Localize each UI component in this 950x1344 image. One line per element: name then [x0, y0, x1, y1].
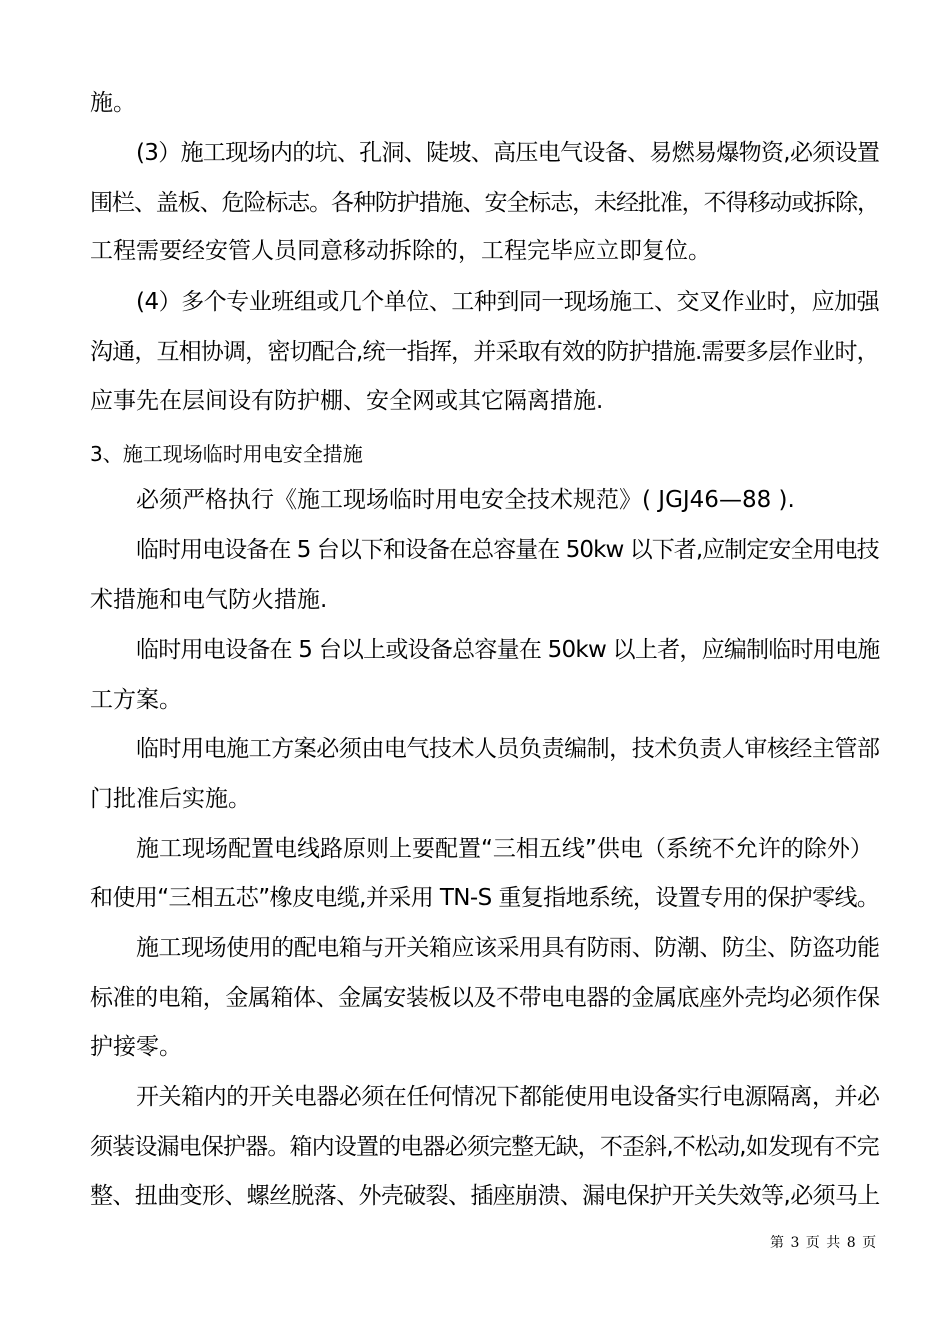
- text-line: (4）多个专业班组或几个单位、工种到同一现场施工、交叉作业时，应加强: [136, 289, 880, 315]
- text-line: 和使用“三相五芯”橡皮电缆,并采用 TN-S 重复指地系统，设置专用的保护零线。: [90, 885, 880, 911]
- text-line: 施工现场配置电线路原则上要配置“三相五线”供电（系统不允许的除外）: [136, 836, 873, 862]
- text-line: 工程需要经安管人员同意移动拆除的，工程完毕应立即复位。: [90, 238, 711, 264]
- text-line: 须装设漏电保护器。箱内设置的电器必须完整无缺，不歪斜,不松动,如发现有不完: [90, 1134, 879, 1160]
- page-number: 第 3 页 共 8 页: [770, 1235, 878, 1251]
- text-line: 整、扭曲变形、螺丝脱落、外壳破裂、插座崩溃、漏电保护开关失效等,必须马上: [90, 1183, 880, 1209]
- text-line: 门批准后实施。: [90, 786, 251, 812]
- text-line: 围栏、盖板、危险标志。各种防护措施、安全标志，未经批准，不得移动或拆除，: [90, 190, 879, 216]
- text-line: 临时用电设备在 5 台以上或设备总容量在 50kw 以上者，应编制临时用电施: [136, 637, 880, 663]
- text-line: 标准的电箱，金属箱体、金属安装板以及不带电电器的金属底座外壳均必须作保: [90, 985, 880, 1011]
- text-line: 必须严格执行《施工现场临时用电安全技术规范》( JGJ46—88 ).: [136, 487, 795, 513]
- text-line: 工方案。: [90, 687, 182, 713]
- text-line: 临时用电施工方案必须由电气技术人员负责编制，技术负责人审核经主管部: [136, 736, 880, 762]
- text-line: 临时用电设备在 5 台以下和设备在总容量在 50kw 以下者,应制定安全用电技: [136, 537, 879, 563]
- text-line: 开关箱内的开关电器必须在任何情况下都能使用电设备实行电源隔离，并必: [136, 1084, 880, 1110]
- text-line: 护接零。: [90, 1034, 182, 1060]
- text-line: 施工现场使用的配电箱与开关箱应该采用具有防雨、防潮、防尘、防盗功能: [136, 935, 880, 961]
- text-line: 术措施和电气防火措施.: [90, 587, 328, 613]
- section-heading: 3、施工现场临时用电安全措施: [90, 442, 363, 466]
- text-line: (3）施工现场内的坑、孔洞、陡坡、高压电气设备、易燃易爆物资,必须设置: [136, 140, 880, 166]
- text-line: 应事先在层间设有防护棚、安全网或其它隔离措施.: [90, 388, 604, 414]
- text-line: 沟通，互相协调，密切配合,统一指挥，并采取有效的防护措施.需要多层作业时，: [90, 339, 879, 365]
- text-line: 施。: [90, 90, 136, 116]
